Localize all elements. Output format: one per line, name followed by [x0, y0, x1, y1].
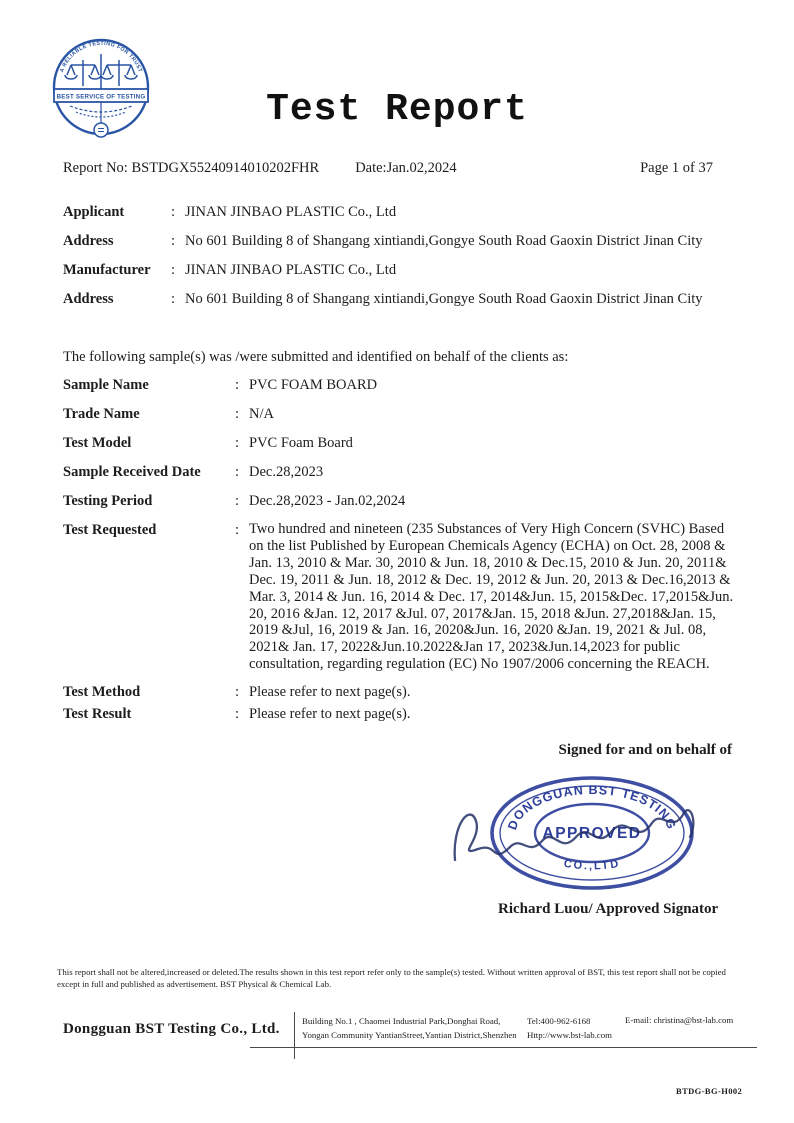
manufacturer-row [63, 261, 739, 280]
footer-tel: Tel:400-962-6168 [527, 1016, 591, 1026]
field-label: Test Model [63, 435, 132, 451]
test-method-row [63, 683, 739, 702]
footer-vertical-divider [294, 1012, 295, 1059]
footer-company-name: Dongguan BST Testing Co., Ltd. [63, 1021, 280, 1037]
colon: : [235, 706, 240, 723]
field-value: JINAN JINBAO PLASTIC Co., Ltd [185, 262, 397, 278]
field-label: Test Result [63, 706, 132, 723]
colon: : [235, 464, 240, 480]
field-value: Dec.28,2023 [249, 464, 324, 480]
colon: : [235, 377, 240, 393]
footer-address [302, 1015, 526, 1042]
trade-name-row [63, 405, 739, 424]
colon: : [235, 684, 240, 701]
applicant-row [63, 203, 739, 222]
colon: : [235, 435, 240, 451]
report-date: Date:Jan.02,2024 [355, 160, 457, 176]
manufacturer-address-row [63, 290, 739, 309]
report-meta-line [63, 160, 713, 177]
sample-received-date-row [63, 463, 739, 482]
field-value: Please refer to next page(s). [249, 706, 411, 723]
colon: : [171, 233, 176, 249]
stamp-arc-top-text: DONGGUAN BST TESTING [505, 782, 679, 832]
logo-banner-text: BEST SERVICE OF TESTING [56, 93, 146, 101]
page-indicator: Page 1 of 37 [640, 160, 713, 176]
test-result-row [63, 705, 739, 724]
field-label: Test Requested [63, 522, 157, 538]
stamp-arc-bottom-text: CO.,LTD [562, 857, 622, 873]
field-value: No 601 Building 8 of Shangang xintiandi,Gongye South Road Gaoxin District Jinan City [185, 233, 703, 249]
approved-stamp-icon [432, 765, 738, 899]
document-code: BTDG-BG-H002 [676, 1086, 743, 1096]
scales-icon [65, 54, 137, 89]
footer-contact [527, 1015, 612, 1042]
field-value: No 601 Building 8 of Shangang xintiandi,Gongye South Road Gaoxin District Jinan City [185, 291, 703, 307]
colon: : [171, 291, 176, 307]
footer [57, 1012, 757, 1070]
test-model-row [63, 434, 739, 453]
footer-horizontal-rule [250, 1047, 757, 1048]
field-label: Manufacturer [63, 262, 151, 278]
sample-section [63, 376, 739, 727]
field-value: PVC FOAM BOARD [249, 377, 378, 393]
applicant-address-row [63, 232, 739, 251]
testing-period-row [63, 492, 739, 511]
colon: : [235, 522, 240, 538]
svg-text:CO.,LTD [563, 858, 621, 873]
field-label: Test Method [63, 684, 141, 701]
report-number: Report No: BSTDGX55240914010202FHR [63, 160, 320, 176]
colon: : [235, 406, 240, 422]
sample-intro-text: The following sample(s) was /were submitted and identified on behalf of the clients as: [63, 349, 569, 365]
field-label: Trade Name [63, 406, 140, 422]
field-value: N/A [249, 406, 274, 422]
footer-address-line1: Building No.1 , Chaomei Industrial Park,Donghai Road, [302, 1016, 501, 1026]
field-value: JINAN JINBAO PLASTIC Co., Ltd [185, 204, 397, 220]
signature-section [432, 742, 738, 918]
field-label: Address [63, 291, 114, 307]
signed-for-heading: Signed for and on behalf of [558, 742, 732, 758]
disclaimer-text: This report shall not be altered,increased or deleted.The results shown in this test report refer only to the sample(s) tested. Without written approval of BST, this test report shall not be copied except in full and published as advertisement. BST Physical & Chemical Lab. [57, 967, 726, 990]
field-label: Applicant [63, 204, 125, 220]
field-label: Testing Period [63, 493, 153, 509]
footer-address-line2: Yongan Community YantianStreet,Yantian District,Shenzhen [302, 1029, 517, 1040]
page-title: Test Report [266, 88, 528, 131]
logo-arc-text: A RELIABLE TESTING FOR TRUST [59, 40, 143, 74]
footer-email: E-mail: christina@bst-lab.com [625, 1015, 734, 1025]
parties-section [63, 203, 739, 319]
sample-name-row [63, 376, 739, 395]
signature-and-stamp [432, 765, 738, 899]
colon: : [171, 204, 176, 220]
field-value: Dec.28,2023 - Jan.02,2024 [249, 493, 406, 509]
field-value: PVC Foam Board [249, 435, 353, 451]
field-label: Sample Name [63, 377, 149, 393]
field-value: Please refer to next page(s). [249, 684, 411, 701]
field-label: Sample Received Date [63, 464, 201, 480]
test-requested-row [63, 521, 739, 673]
approved-signator-name: Richard Luou/ Approved Signator [498, 901, 719, 917]
test-requested-text: Two hundred and nineteen (235 Substances of Very High Concern (SVHC) Based on the list Published by European Chemicals Agency (ECHA) on Oct. 28, 2008 & Jan. 13, 2010 & Mar. 30, 2010 & Jun. 18, 2010 & Dec.15, 2010 & Jun. 20, 2011& Dec. 19, 2011 & Jun. 18, 2012 & Dec. 19, 2012 & Jun. 20, 2013 & Dec.16,2013 & Mar. 3, 2014 & Jun. 16, 2014 & Dec. 17, 2014&Jun. 15, 2015&Dec. 17,2015&Jun. 20, 2016 &Jan. 12, 2017 &Jul. 07, 2017&Jan. 15, 2018 &Jun. 27,2018&Jan. 15, 2019 &Jul, 16, 2019 & Jan. 16, 2020&Jun. 16, 2020 &Jan. 19, 2021 & Jul. 08, 2021& Jan. 17, 2022&Jun.10.2022&Jan 17, 2023&Jun.14,2023 for public consultation, regarding regulation (EC) No 1907/2006 concerning the REACH. [249, 521, 734, 673]
colon: : [235, 493, 240, 509]
field-label: Address [63, 233, 114, 249]
footer-website: Http://www.bst-lab.com [527, 1029, 612, 1040]
stamp-center-text: APPROVED [542, 825, 642, 842]
colon: : [171, 262, 176, 278]
